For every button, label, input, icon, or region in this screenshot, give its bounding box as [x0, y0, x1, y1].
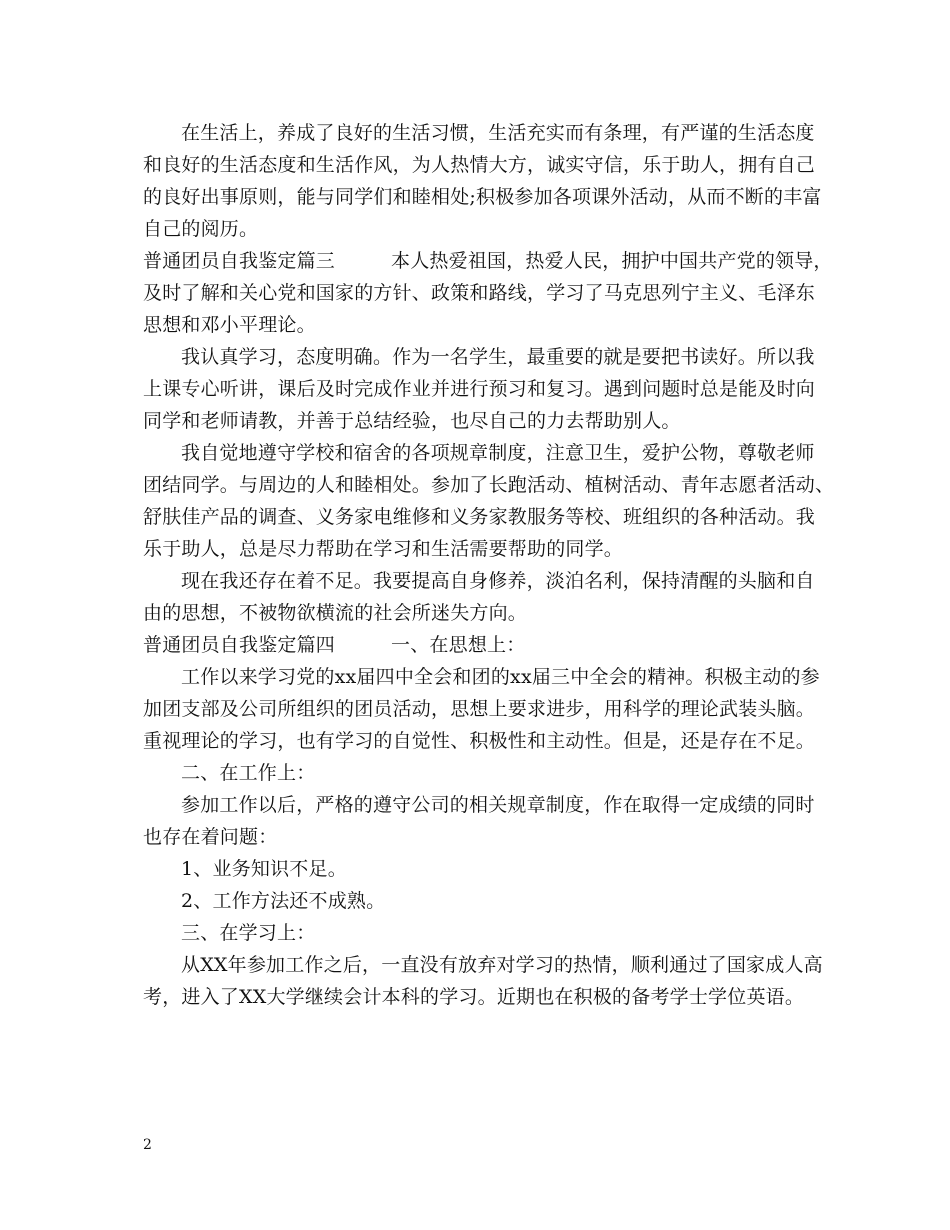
text-line: 现在我还存在着不足。我要提高自身修养，淡泊名利，保持清醒的头脑和自: [181, 570, 815, 592]
paragraph: [143, 437, 835, 565]
text-line: 我认真学习，态度明确。作为一名学生，最重要的就是要把书读好。所以我: [181, 346, 815, 368]
text-line: 和良好的生活态度和生活作风，为人热情大方，诚实守信，乐于助人，拥有自己: [143, 154, 816, 176]
paragraph: [143, 117, 822, 245]
subheading: 二、在工作上：: [181, 762, 316, 784]
document-body: [143, 117, 835, 1013]
text-line: 自己的阅历。: [143, 218, 259, 240]
text-line: 也存在着问题：: [143, 826, 278, 848]
text-line: 加团支部及公司所组织的团员活动，思想上要求进步，用科学的理论武装头脑。: [143, 698, 816, 720]
text-line: 及时了解和关心党和国家的方针、政策和路线，学习了马克思列宁主义、毛泽东: [143, 282, 816, 304]
paragraph: [143, 565, 813, 629]
text-line: 本人热爱祖国，热爱人民，拥护中国共产党的领导，: [391, 250, 833, 272]
text-line: 从XX年参加工作之后，一直没有放弃对学习的热情，顺利通过了国家成人高: [181, 954, 823, 976]
paragraph: [143, 661, 820, 757]
section-heading-line: [143, 245, 833, 277]
section-title: 普通团员自我鉴定篇四: [143, 634, 336, 656]
paragraph: [143, 949, 823, 1013]
text-line: 工作以来学习党的xx届四中全会和团的xx届三中全会的精神。积极主动的参: [181, 666, 820, 688]
section-title: 普通团员自我鉴定篇三: [143, 250, 336, 272]
text-line: 思想和邓小平理论。: [143, 314, 316, 336]
text-line: 同学和老师请教，并善于总结经验，也尽自己的力去帮助别人。: [143, 410, 681, 432]
text-line: 团结同学。与周边的人和睦相处。参加了长跑活动、植树活动、青年志愿者活动、: [143, 474, 835, 496]
text-line: 的良好出事原则，能与同学们和睦相处;积极参加各项课外活动，从而不断的丰富: [143, 186, 822, 208]
text-line: 考，进入了XX大学继续会计本科的学习。近期也在积极的备考学士学位英语。: [143, 986, 805, 1008]
subheading: 三、在学习上：: [181, 922, 316, 944]
page-number: 2: [143, 1137, 152, 1153]
paragraph: [143, 341, 816, 437]
list-item: 1、业务知识不足。: [181, 858, 347, 880]
text-line: 在生活上，养成了良好的生活习惯，生活充实而有条理，有严谨的生活态度: [181, 122, 815, 144]
text-line: 一、在思想上：: [391, 634, 526, 656]
text-line: 上课专心听讲，课后及时完成作业并进行预习和复习。遇到问题时总是能及时向: [143, 378, 816, 400]
text-line: 重视理论的学习，也有学习的自觉性、积极性和主动性。但是，还是存在不足。: [143, 730, 816, 752]
section-four: [143, 629, 823, 1013]
text-line: 乐于助人，总是尽力帮助在学习和生活需要帮助的同学。: [143, 538, 624, 560]
text-line: 我自觉地遵守学校和宿舍的各项规章制度，注意卫生，爱护公物，尊敬老师: [181, 442, 815, 464]
text-line: 舒肤佳产品的调查、义务家电维修和义务家教服务等校、班组织的各种活动。我: [143, 506, 816, 528]
text-line: 由的思想，不被物欲横流的社会所迷失方向。: [143, 602, 528, 624]
list-item: 2、工作方法还不成熟。: [181, 890, 386, 912]
section-heading-line: [143, 629, 813, 661]
paragraph: [143, 789, 813, 853]
text-line: 参加工作以后，严格的遵守公司的相关规章制度，作在取得一定成绩的同时: [181, 794, 815, 816]
section-three: [143, 245, 835, 629]
